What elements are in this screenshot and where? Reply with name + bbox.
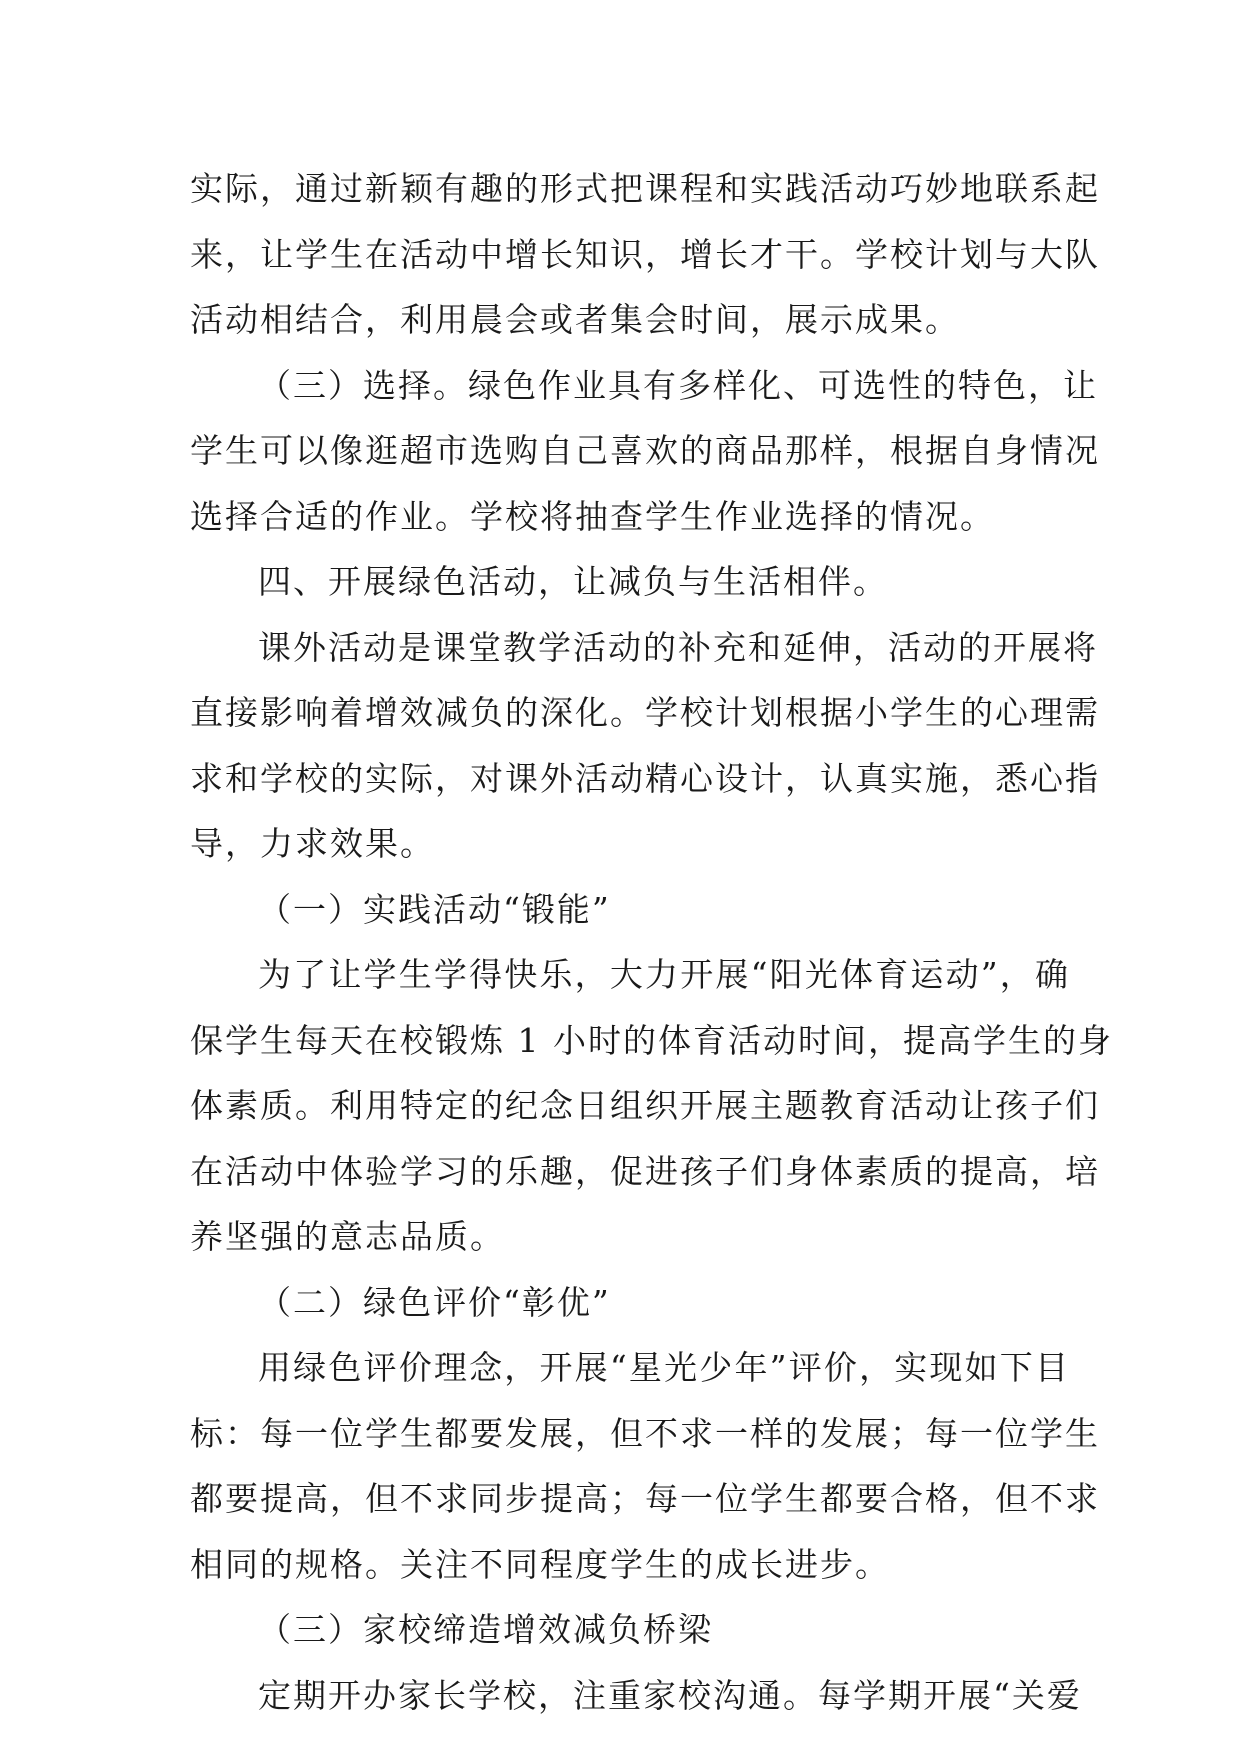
text-line: 选择合适的作业。学校将抽查学生作业选择的情况。 (190, 496, 995, 536)
text-line: 活动相结合，利用晨会或者集会时间，展示成果。 (190, 300, 960, 339)
text-line: 求和学校的实际，对课外活动精心设计，认真实施，悉心指 (190, 758, 1100, 798)
text-line: 保学生每天在校锻炼 1 小时的体育活动时间，提高学生的身 (190, 1020, 1113, 1060)
subsection-heading: （二）绿色评价“彰优” (258, 1282, 611, 1322)
text-line: 实际，通过新颖有趣的形式把课程和实践活动巧妙地联系起 (190, 169, 1100, 208)
paragraph-first-line: 定期开办家长学校，注重家校沟通。每学期开展“关爱 (258, 1675, 1082, 1715)
text-line: 来，让学生在活动中增长知识，增长才干。学校计划与大队 (190, 234, 1100, 274)
paragraph-first-line: 课外活动是课堂教学活动的补充和延伸，活动的开展将 (258, 627, 1098, 667)
text-line: 相同的规格。关注不同程度学生的成长进步。 (190, 1544, 890, 1584)
subsection-heading: （一）实践活动“锻能” (258, 889, 611, 929)
text-line: 在活动中体验学习的乐趣，促进孩子们身体素质的提高，培 (190, 1151, 1100, 1191)
text-line: 都要提高，但不求同步提高；每一位学生都要合格，但不求 (190, 1479, 1100, 1518)
text-line: 体素质。利用特定的纪念日组织开展主题教育活动让孩子们 (190, 1086, 1100, 1125)
section-heading-line: （三）选择。绿色作业具有多样化、可选性的特色，让 (258, 365, 1098, 405)
paragraph-first-line: 为了让学生学得快乐，大力开展“阳光体育运动”，确 (258, 955, 1070, 994)
subsection-heading: （三）家校缔造增效减负桥梁 (258, 1610, 713, 1649)
text-line: 直接影响着增效减负的深化。学校计划根据小学生的心理需 (190, 693, 1100, 732)
text-line: 学生可以像逛超市选购自己喜欢的商品那样，根据自身情况 (190, 431, 1100, 470)
text-line: 养坚强的意志品质。 (190, 1217, 505, 1256)
section-heading: 四、开展绿色活动，让减负与生活相伴。 (258, 562, 888, 601)
text-line: 导，力求效果。 (190, 824, 435, 863)
paragraph-first-line: 用绿色评价理念，开展“星光少年”评价，实现如下目 (258, 1348, 1070, 1387)
text-line: 标：每一位学生都要发展，但不求一样的发展；每一位学生 (190, 1413, 1100, 1453)
body-text (190, 156, 1113, 1728)
